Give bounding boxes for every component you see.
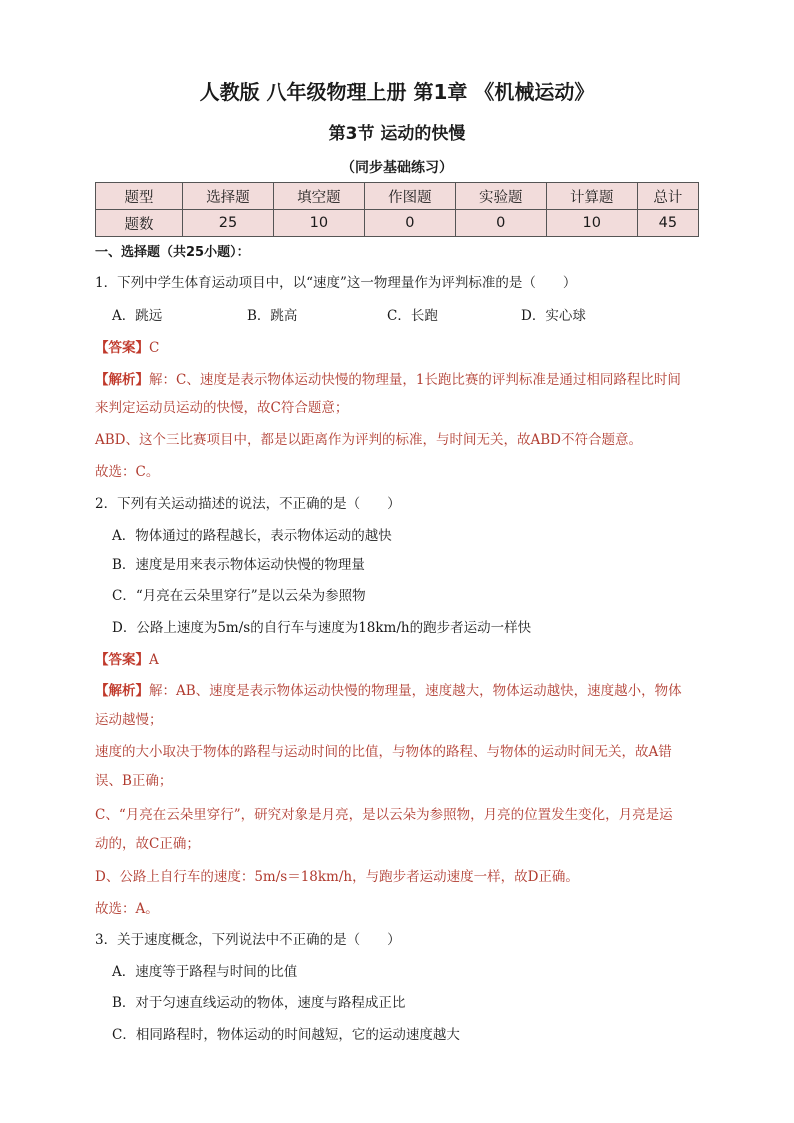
question-1-analysis-line: ABD、这个三比赛项目中，都是以距离作为评判的标准，与时间无关，故ABD不符合题意。	[95, 432, 642, 448]
question-2-option-b: B．速度是用来表示物体运动快慢的物理量	[112, 557, 365, 573]
question-1-answer	[95, 338, 715, 358]
question-2-analysis-line: 误、B正确；	[95, 773, 173, 789]
question-2-analysis-line: D、公路上自行车的速度：5m/s＝18km/h，与跑步者运动速度一样，故D正确。	[95, 869, 579, 885]
analysis-text: 解：C、速度是表示物体运动快慢的物理量，1长跑比赛的评判标准是通过相同路程比时间	[149, 372, 681, 388]
analysis-tag: 【解析】	[95, 372, 149, 388]
table-cell: 总计	[637, 183, 698, 210]
table-cell: 25	[183, 210, 274, 237]
question-2-answer	[95, 650, 715, 670]
question-2-stem: 2．下列有关运动描述的说法，不正确的是（ ）	[95, 496, 401, 512]
table-cell: 选择题	[183, 183, 274, 210]
table-cell: 10	[273, 210, 364, 237]
table-row	[96, 183, 699, 210]
question-3-stem: 3．关于速度概念，下列说法中不正确的是（ ）	[95, 932, 401, 948]
question-1-analysis-line	[95, 370, 715, 390]
table-cell: 题数	[96, 210, 183, 237]
question-3-option-c: C．相同路程时，物体运动的时间越短，它的运动速度越大	[112, 1027, 460, 1043]
answer-tag: 【答案】	[95, 340, 149, 356]
question-1-stem: 1．下列中学生体育运动项目中，以“速度”这一物理量作为评判标准的是（ ）	[95, 275, 577, 291]
question-1-option-a: A．跳远	[112, 308, 163, 324]
practice-tag: （同步基础练习）	[341, 160, 453, 176]
table-cell: 实验题	[455, 183, 546, 210]
question-1-option-c: C．长跑	[387, 308, 438, 324]
question-2-analysis-line: C、“月亮在云朵里穿行”，研究对象是月亮，是以云朵为参照物，月亮的位置发生变化，月亮是运	[95, 807, 673, 823]
table-cell: 填空题	[273, 183, 364, 210]
table-cell: 0	[364, 210, 455, 237]
question-1-conclusion: 故选：C。	[95, 464, 160, 480]
analysis-tag: 【解析】	[95, 683, 149, 699]
question-2-option-a: A．物体通过的路程越长，表示物体运动的越快	[112, 528, 392, 544]
question-2-analysis-line: 速度的大小取决于物体的路程与运动时间的比值，与物体的路程、与物体的运动时间无关，故A错	[95, 744, 672, 760]
answer-tag: 【答案】	[95, 652, 149, 668]
question-1-option-d: D．实心球	[521, 308, 586, 324]
question-2-conclusion: 故选：A。	[95, 901, 159, 917]
question-3-option-b: B．对于匀速直线运动的物体，速度与路程成正比	[112, 995, 406, 1011]
table-cell: 题型	[96, 183, 183, 210]
table-cell: 作图题	[364, 183, 455, 210]
answer-value: A	[149, 652, 159, 668]
question-2-option-d: D．公路上速度为5m/s的自行车与速度为18km/h的跑步者运动一样快	[112, 620, 532, 636]
question-2-option-c: C．“月亮在云朵里穿行”是以云朵为参照物	[112, 588, 366, 604]
table-cell: 10	[546, 210, 637, 237]
table-cell: 计算题	[546, 183, 637, 210]
question-2-analysis-line: 动的，故C正确；	[95, 836, 200, 852]
question-3-option-a: A．速度等于路程与时间的比值	[112, 964, 298, 980]
section-subtitle: 第3节 运动的快慢	[328, 124, 466, 144]
document-title: 人教版 八年级物理上册 第1章 《机械运动》	[199, 80, 595, 104]
question-2-analysis-line	[95, 681, 715, 701]
analysis-text: 解：AB、速度是表示物体运动快慢的物理量，速度越大，物体运动越快，速度越小，物体	[149, 683, 682, 699]
section-heading: 一、选择题（共25小题）：	[95, 245, 250, 260]
table-row	[96, 210, 699, 237]
question-2-analysis-line: 运动越慢；	[95, 712, 163, 728]
question-1-analysis-line: 来判定运动员运动的快慢，故C符合题意；	[95, 400, 349, 416]
question-1-option-b: B．跳高	[247, 308, 298, 324]
table-cell: 0	[455, 210, 546, 237]
table-cell: 45	[637, 210, 698, 237]
answer-value: C	[149, 340, 160, 356]
question-count-table	[95, 182, 699, 237]
